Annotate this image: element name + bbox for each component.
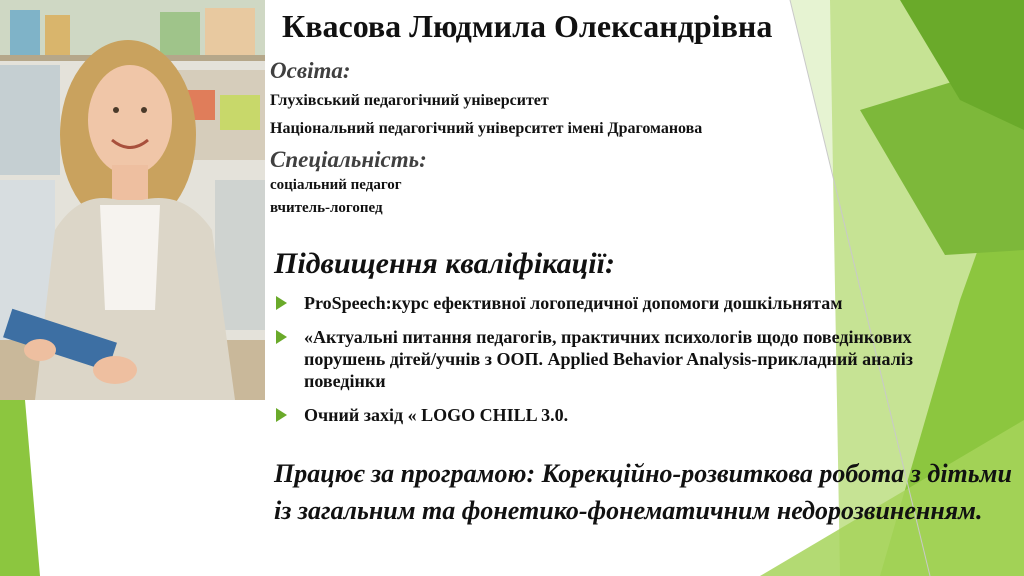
education-item: Національний педагогічний університет імені Драгоманова xyxy=(270,120,703,137)
list-item xyxy=(274,326,974,392)
qualification-item-text: Очний захід « LOGO CHILL 3.0. xyxy=(304,405,569,425)
specialty-heading: Спеціальність: xyxy=(270,147,427,172)
teacher-name: Квасова Людмила Олександрівна xyxy=(282,8,773,44)
qualification-list xyxy=(274,292,974,438)
specialty-item: соціальний педагог xyxy=(270,177,402,193)
program-text: Працює за програмою: Корекційно-розвиткова робота з дітьми із загальним та фонетико-фонематичним недорозвиненням. xyxy=(274,459,1012,525)
education-heading: Освіта: xyxy=(270,58,351,83)
list-item xyxy=(274,292,974,314)
teacher-photo xyxy=(0,0,265,400)
bullet-arrow-icon xyxy=(276,296,287,310)
education-item: Глухівський педагогічний університет xyxy=(270,92,549,109)
specialty-item: вчитель-логопед xyxy=(270,200,383,216)
green-shape-left-bottom xyxy=(0,400,40,576)
bullet-arrow-icon xyxy=(276,330,287,344)
list-item xyxy=(274,404,974,426)
bullet-arrow-icon xyxy=(276,408,287,422)
qualification-heading: Підвищення кваліфікації: xyxy=(274,247,615,280)
qualification-item-text: «Актуальні питання педагогів, практичних психологів щодо поведінкових порушень дітей/учнів з ООП. Applied Behavior Analysis-прикладний аналіз поведінки xyxy=(304,327,914,391)
qualification-item-text: ProSpeech:курс ефективної логопедичної допомоги дошкільнятам xyxy=(304,293,843,313)
